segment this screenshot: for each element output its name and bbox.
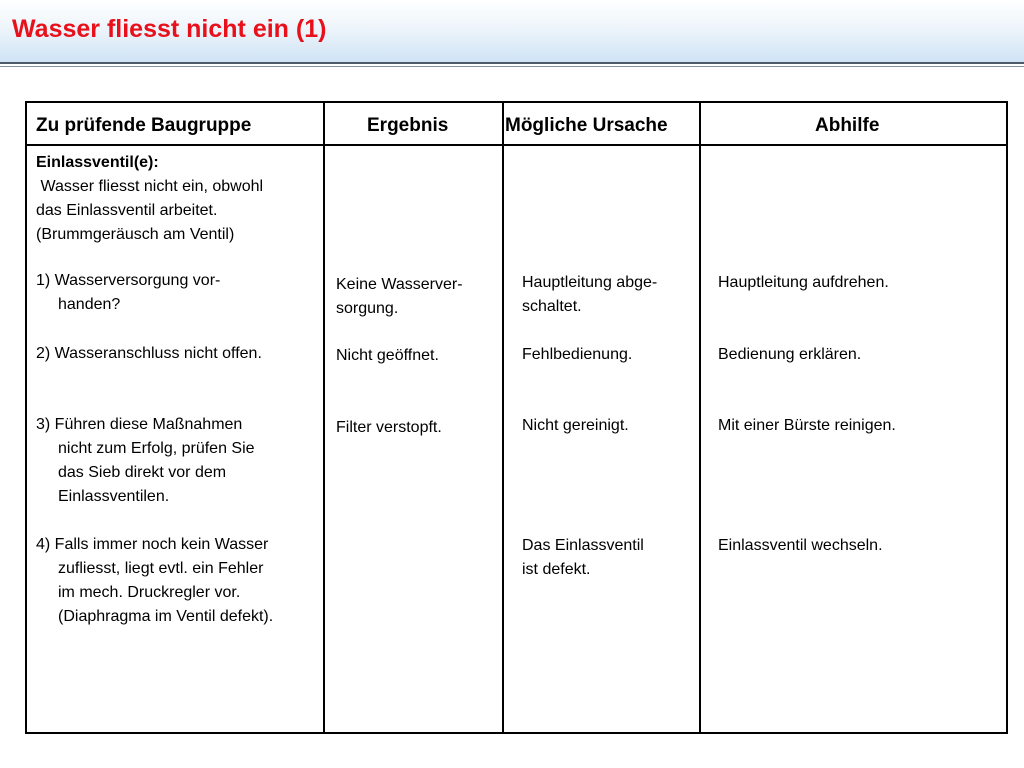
intro-text bbox=[36, 151, 263, 247]
cause-line: Fehlbedienung. bbox=[522, 346, 633, 363]
step-2-cause bbox=[522, 343, 632, 367]
remedy-line: Bedienung erklären. bbox=[718, 346, 862, 363]
page-title: Wasser fliesst nicht ein (1) bbox=[12, 15, 327, 43]
step-1-remedy bbox=[718, 271, 889, 295]
step-2-check bbox=[36, 342, 262, 366]
check-line: 3) Führen diese Maßnahmen bbox=[36, 416, 243, 433]
cause-line: Nicht gereinigt. bbox=[522, 417, 629, 434]
title-divider bbox=[0, 62, 1024, 64]
troubleshooting-table bbox=[25, 101, 1008, 734]
cause-line: schaltet. bbox=[522, 298, 582, 315]
intro-line: das Einlassventil arbeitet. bbox=[36, 202, 218, 219]
remedy-line: Einlassventil wechseln. bbox=[718, 537, 883, 554]
header-ursache: Mögliche Ursache bbox=[505, 115, 668, 136]
column-divider bbox=[323, 103, 325, 732]
column-divider bbox=[699, 103, 701, 732]
check-line: Einlassventilen. bbox=[58, 488, 170, 505]
step-1-cause bbox=[522, 271, 657, 319]
step-3-result bbox=[336, 416, 442, 440]
column-divider bbox=[502, 103, 504, 732]
header-divider bbox=[27, 144, 1006, 146]
step-3-check bbox=[36, 413, 255, 509]
check-line: 4) Falls immer noch kein Wasser bbox=[36, 536, 269, 553]
intro-heading: Einlassventil(e): bbox=[36, 154, 159, 171]
check-line: im mech. Druckregler vor. bbox=[58, 584, 241, 601]
check-line: handen? bbox=[58, 296, 121, 313]
remedy-line: Mit einer Bürste reinigen. bbox=[718, 417, 896, 434]
step-1-check bbox=[36, 269, 220, 317]
step-3-remedy bbox=[718, 414, 896, 438]
step-4-cause bbox=[522, 534, 644, 582]
cause-line: Das Einlassventil bbox=[522, 537, 644, 554]
remedy-line: Hauptleitung aufdrehen. bbox=[718, 274, 889, 291]
title-divider-thin bbox=[0, 66, 1024, 67]
step-4-remedy bbox=[718, 534, 883, 558]
step-3-cause bbox=[522, 414, 629, 438]
result-line: Filter verstopft. bbox=[336, 419, 442, 436]
cause-line: ist defekt. bbox=[522, 561, 591, 578]
intro-line: Wasser fliesst nicht ein, obwohl bbox=[36, 178, 264, 195]
header-baugruppe: Zu prüfende Baugruppe bbox=[36, 115, 252, 136]
check-line: 1) Wasserversorgung vor- bbox=[36, 272, 221, 289]
check-line: nicht zum Erfolg, prüfen Sie bbox=[58, 440, 255, 457]
check-line: (Diaphragma im Ventil defekt). bbox=[58, 608, 274, 625]
result-line: sorgung. bbox=[336, 300, 399, 317]
result-line: Nicht geöffnet. bbox=[336, 347, 439, 364]
result-line: Keine Wasserver- bbox=[336, 276, 463, 293]
step-2-remedy bbox=[718, 343, 861, 367]
cause-line: Hauptleitung abge- bbox=[522, 274, 658, 291]
title-bar bbox=[0, 0, 1024, 62]
check-line: das Sieb direkt vor dem bbox=[58, 464, 227, 481]
header-abhilfe: Abhilfe bbox=[815, 115, 880, 136]
check-line: zufliesst, liegt evtl. ein Fehler bbox=[58, 560, 264, 577]
check-line: 2) Wasseranschluss nicht offen. bbox=[36, 345, 262, 362]
step-4-check bbox=[36, 533, 273, 629]
step-1-result bbox=[336, 273, 463, 321]
intro-line: (Brummgeräusch am Ventil) bbox=[36, 226, 235, 243]
step-2-result bbox=[336, 344, 439, 368]
header-ergebnis: Ergebnis bbox=[367, 115, 449, 136]
